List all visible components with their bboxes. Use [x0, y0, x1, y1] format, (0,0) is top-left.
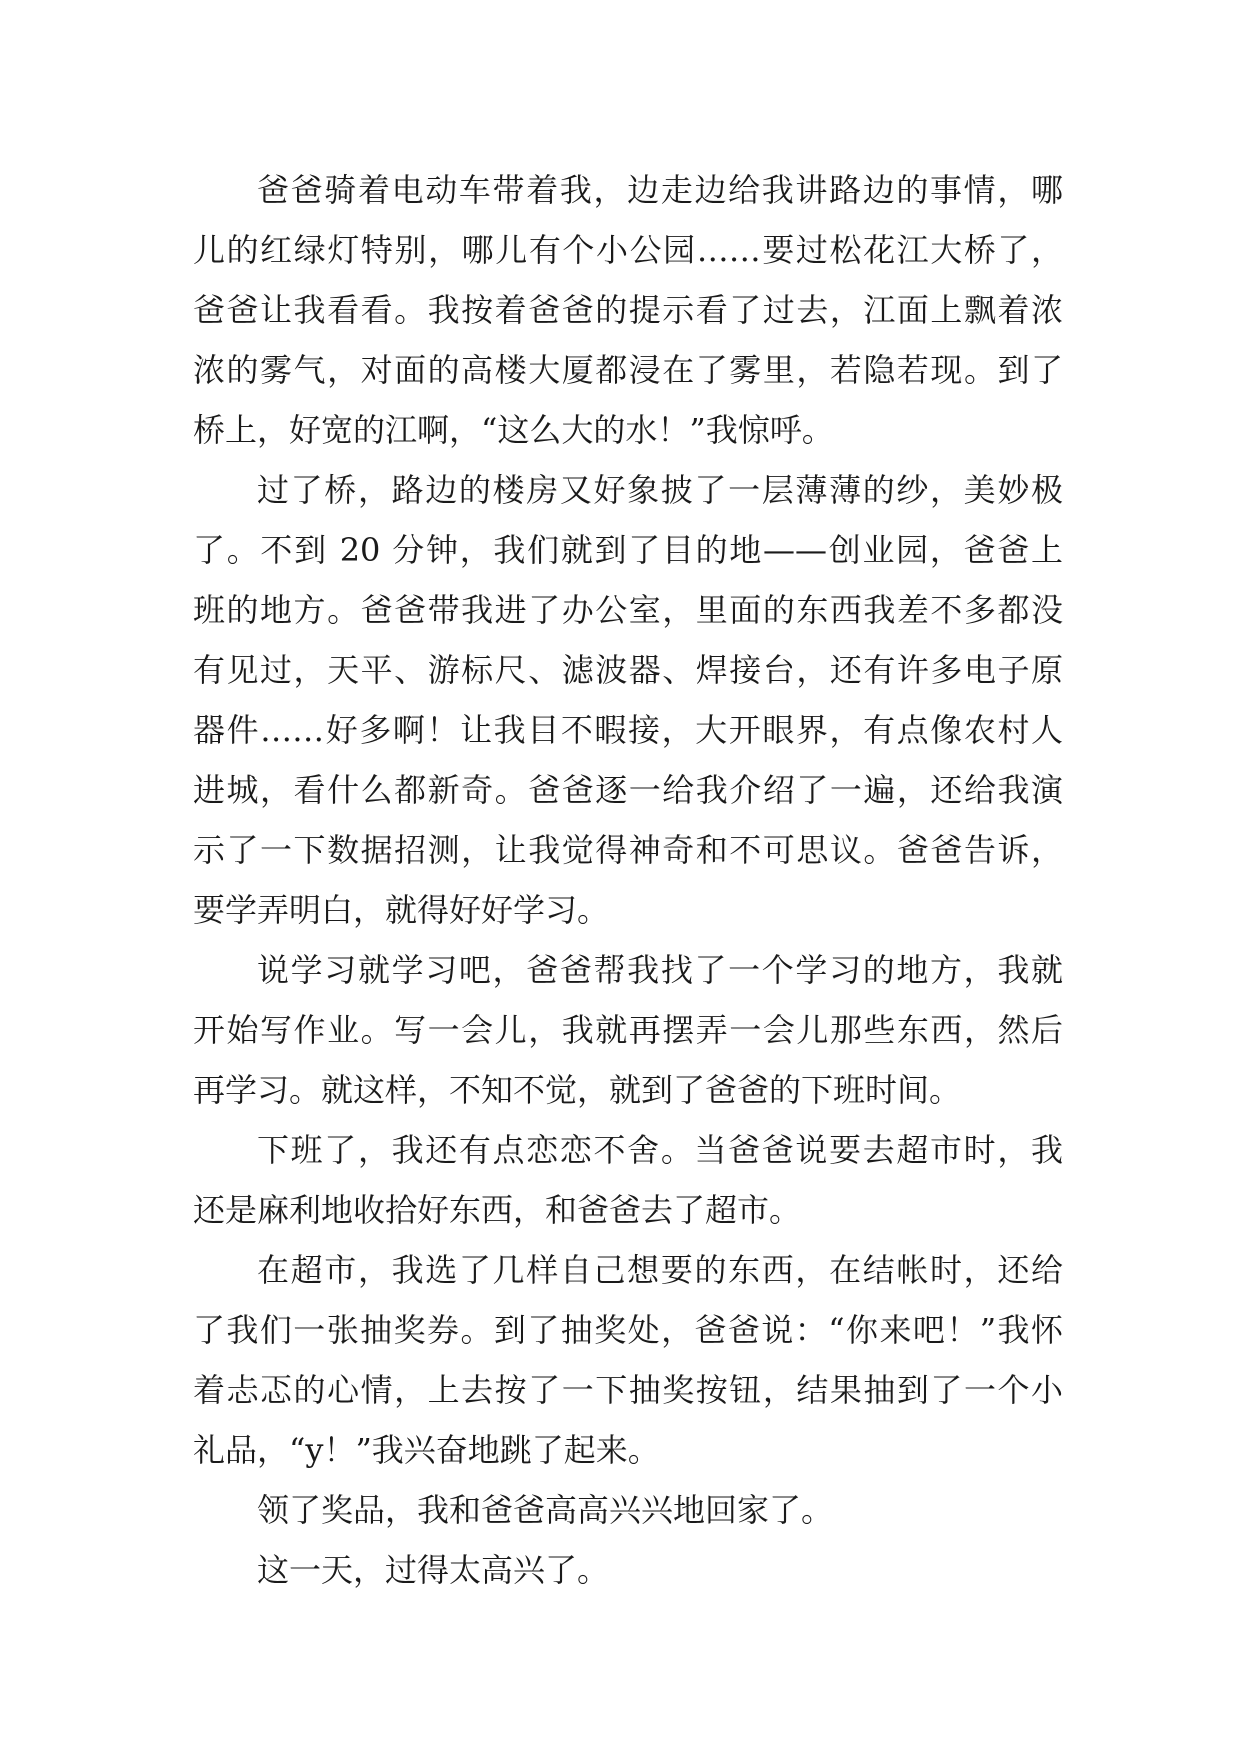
text-line: 再学习。就这样，不知不觉，就到了爸爸的下班时间。	[193, 1071, 962, 1109]
paragraph	[193, 460, 1063, 940]
text-line: 说学习就学习吧，爸爸帮我找了一个学习的地方，我就	[257, 951, 1063, 989]
text-line: 器件……好多啊！让我目不暇接，大开眼界，有点像农村人	[193, 711, 1063, 749]
text-line: 还是麻利地收拾好东西，和爸爸去了超市。	[193, 1191, 802, 1229]
text-line: 着忐忑的心情，上去按了一下抽奖按钮，结果抽到了一个小	[193, 1371, 1063, 1409]
text-line: 要学弄明白，就得好好学习。	[193, 891, 610, 929]
paragraph	[193, 1120, 1063, 1240]
paragraph	[193, 1480, 1063, 1540]
text-line: 了我们一张抽奖券。到了抽奖处，爸爸说：“你来吧！”我怀	[193, 1311, 1063, 1349]
text-line: 浓的雾气，对面的高楼大厦都浸在了雾里，若隐若现。到了	[193, 351, 1063, 389]
paragraph	[193, 1540, 1063, 1600]
text-line: 开始写作业。写一会儿，我就再摆弄一会儿那些东西，然后	[193, 1011, 1063, 1049]
text-line: 班的地方。爸爸带我进了办公室，里面的东西我差不多都没	[193, 591, 1063, 629]
text-line: 下班了，我还有点恋恋不舍。当爸爸说要去超市时，我	[257, 1131, 1063, 1169]
paragraph	[193, 160, 1063, 460]
text-line: 这一天，过得太高兴了。	[257, 1551, 610, 1589]
paragraph	[193, 940, 1063, 1120]
text-line: 示了一下数据招测，让我觉得神奇和不可思议。爸爸告诉，	[193, 831, 1063, 869]
text-line: 爸爸让我看看。我按着爸爸的提示看了过去，江面上飘着浓	[193, 291, 1063, 329]
paragraph	[193, 1240, 1063, 1480]
text-line: 儿的红绿灯特别，哪儿有个小公园……要过松花江大桥了，	[193, 231, 1063, 269]
text-line: 在超市，我选了几样自己想要的东西，在结帐时，还给	[257, 1251, 1063, 1289]
text-line: 了。不到 20 分钟，我们就到了目的地——创业园，爸爸上	[193, 531, 1063, 569]
text-line: 过了桥，路边的楼房又好象披了一层薄薄的纱，美妙极	[257, 471, 1063, 509]
text-line: 进城，看什么都新奇。爸爸逐一给我介绍了一遍，还给我演	[193, 771, 1063, 809]
text-line: 领了奖品，我和爸爸高高兴兴地回家了。	[257, 1491, 834, 1529]
text-line: 爸爸骑着电动车带着我，边走边给我讲路边的事情，哪	[257, 171, 1063, 209]
essay-body	[193, 160, 1063, 1600]
text-line: 桥上，好宽的江啊，“这么大的水！”我惊呼。	[193, 411, 834, 449]
text-line: 有见过，天平、游标尺、滤波器、焊接台，还有许多电子原	[193, 651, 1063, 689]
text-line: 礼品，“y！”我兴奋地跳了起来。	[193, 1431, 660, 1469]
